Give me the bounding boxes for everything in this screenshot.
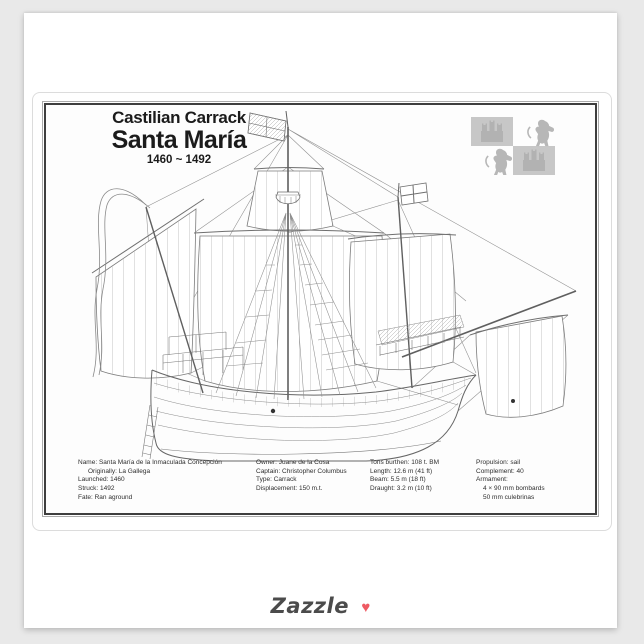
zazzle-wordmark: Zazzle (270, 594, 349, 618)
spec-line: Fate: Ran aground (78, 493, 133, 501)
spec-line: 50 mm culebrinas (483, 493, 535, 501)
spec-line: Captain: Christopher Columbus (256, 467, 347, 475)
spec-line: Displacement: 150 m.t. (256, 485, 323, 493)
ship-years: 1460 ~ 1492 (146, 154, 212, 166)
spec-line: Draught: 3.2 m (10 ft) (370, 485, 432, 493)
mizzen-sail (92, 199, 204, 378)
rigging-block-dot (511, 399, 515, 403)
spec-line: Owner: Juane de la Cosa (256, 459, 330, 466)
spec-column-dimensions (370, 459, 439, 494)
blueprint-frame (44, 103, 597, 515)
coat-of-arms-castile-leon (471, 117, 555, 175)
spec-line: Complement: 40 (476, 467, 524, 475)
product-image-panel (24, 13, 617, 628)
spec-line: Propulsion: sail (476, 459, 521, 466)
spec-line: Length: 12.6 m (41 ft) (370, 467, 433, 475)
sticker-product-image[interactable] (32, 92, 612, 531)
spec-column-ownership (256, 459, 347, 494)
spec-line: Originally: La Gallega (88, 467, 151, 475)
spritsail (470, 315, 568, 417)
spec-column-armament (476, 459, 545, 503)
spec-line: Launched: 1460 (78, 476, 125, 484)
spec-line: Tons burthen: 108 t. BM (370, 459, 440, 466)
arms-quarter-lion (471, 146, 513, 175)
title-block (64, 108, 294, 166)
spec-line: Beam: 5.5 m (18 ft) (370, 476, 426, 484)
blueprint-title: Castilian Carrack (112, 108, 246, 127)
arms-quarter-lion (513, 117, 555, 146)
ship-name: Santa María (111, 126, 247, 154)
spec-line: Type: Carrack (256, 476, 297, 484)
zazzle-logo-link[interactable] (24, 594, 617, 618)
spec-line: 4 × 90 mm bombards (483, 485, 545, 493)
rigging-block-dot (271, 409, 275, 413)
spec-line: Armament: (476, 476, 508, 484)
stern-ladder (142, 405, 158, 459)
spec-line: Struck: 1492 (78, 485, 115, 493)
spec-column-identity (78, 459, 222, 503)
cross-flag-icon (398, 183, 428, 205)
spec-line: Name: Santa María de la Inmaculada Concepción (78, 459, 222, 466)
heart-icon: ♥ (361, 599, 371, 616)
